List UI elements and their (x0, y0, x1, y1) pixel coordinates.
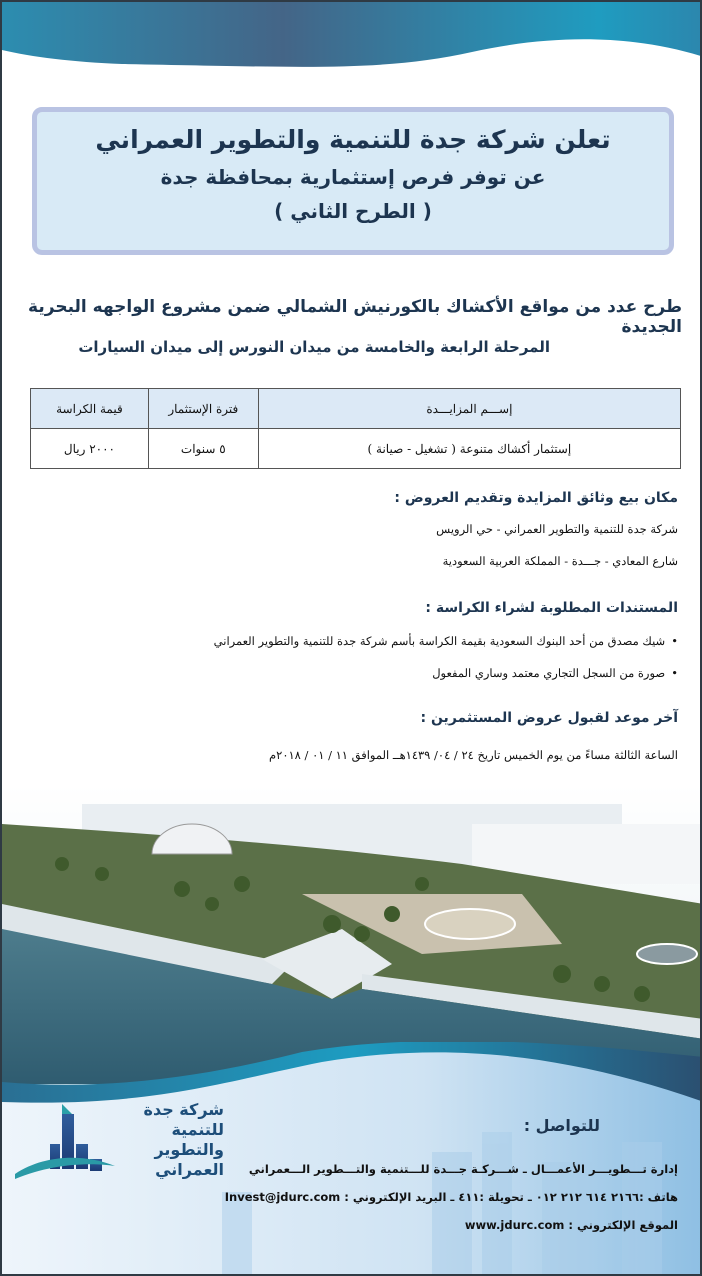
header-booklet-price: قيمة الكراسة (31, 389, 149, 429)
document-item-1: • شيك مصدق من أحد البنوك السعودية بقيمة الكراسة بأسم شركة جدة للتنمية والتطوير العمراني (214, 634, 678, 648)
top-wave-banner (2, 2, 702, 92)
cell-booklet-price: ٢٠٠٠ ريال (31, 429, 149, 469)
contact-phone-email[interactable]: هاتف :٢١٦٦ ٦١٤ ٢١٢ ٠١٢ ـ تحويلة :٤١١ ـ البريد الإلكتروني : Invest@jdurc.com (224, 1190, 678, 1204)
location-line-2: شارع المعادي - جـــدة - المملكة العربية السعودية (442, 554, 678, 568)
location-line-1: شركة جدة للتنمية والتطوير العمراني - حي الرويس (436, 522, 678, 536)
document-item-2: • صورة من السجل التجاري معتمد وساري المفعول (432, 666, 678, 680)
announcement-title: تعلن شركة جدة للتنمية والتطوير العمراني (95, 125, 611, 154)
documents-section-title: المستندات المطلوبة لشراء الكراسة : (425, 600, 678, 616)
location-section-title: مكان بيع وثائق المزايدة وتقديم العروض : (394, 490, 678, 506)
auction-table (30, 388, 681, 469)
logo-text-line-1: شركة جدة للتنمية (143, 1100, 224, 1139)
announcement-header-box (32, 107, 674, 255)
table-row (31, 429, 681, 469)
contact-title: للتواصل : (523, 1116, 600, 1135)
announcement-subtitle: عن توفر فرص إستثمارية بمحافظة جدة (160, 165, 546, 189)
cell-investment-period: ٥ سنوات (148, 429, 258, 469)
corniche-rendering-image (2, 784, 702, 1084)
cell-auction-name: إستثمار أكشاك متنوعة ( تشغيل - صيانة ) (258, 429, 680, 469)
announcement-round: ( الطرح الثاني ) (274, 199, 432, 223)
contact-website[interactable]: الموقع الإلكتروني : www.jdurc.com (464, 1218, 678, 1232)
header-auction-name: إســـم المزايـــدة (258, 389, 680, 429)
offer-phase: المرحلة الرابعة والخامسة من ميدان النورس إلى ميدان السيارات (78, 338, 550, 356)
deadline-section-title: آخر موعد لقبول عروض المستثمرين : (420, 710, 678, 726)
table-header-row (31, 389, 681, 429)
logo-text-line-2: والتطوير العمراني (154, 1140, 224, 1179)
contact-department: إدارة تـــطويـــر الأعمـــال ـ شـــركـة جـــدة للـــتنمية والتـــطوير الـــعمراني (248, 1162, 678, 1176)
deadline-text: الساعة الثالثة مساءً من يوم الخميس تاريخ ٢٤ / ٠٤/ ١٤٣٩هــ الموافق ١١ / ٠١ / ٢٠١٨م (269, 748, 678, 762)
header-investment-period: فترة الإستثمار (148, 389, 258, 429)
company-logo-text (94, 1100, 224, 1180)
offer-description: طرح عدد من مواقع الأكشاك بالكورنيش الشمالي ضمن مشروع الواجهه البحرية الجديدة (28, 297, 682, 337)
